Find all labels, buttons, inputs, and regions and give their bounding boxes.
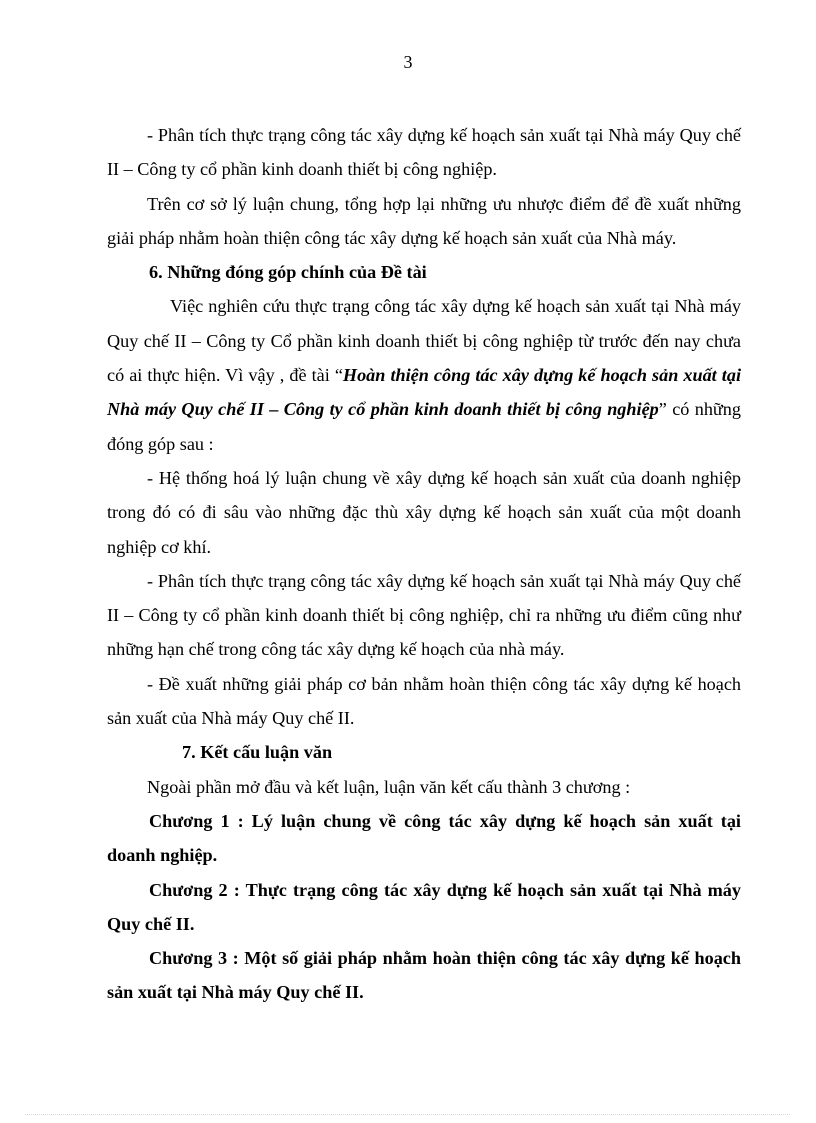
paragraph-contributions-intro (107, 289, 741, 460)
thesis-title: Hoàn thiện công tác xây dựng kế hoạch sản xuất tại Nhà máy Quy chế II – Công ty cổ phần kinh doanh thiết bị công nghiệp (107, 365, 741, 420)
page-bottom-dotted-divider (25, 1114, 790, 1115)
intro-text: Việc nghiên cứu thực trạng công tác xây dựng kế hoạch sản xuất tại Nhà máy Quy chế II – Công ty Cổ phần kinh doanh thiết bị công nghiệp từ trước đến nay chưa có ai thực hiện. Vì vậy , đề tài “ (107, 296, 741, 386)
paragraph-theory-basis: Trên cơ sở lý luận chung, tổng hợp lại những ưu nhược điểm để đề xuất những giải pháp nhằm hoàn thiện công tác xây dựng kế hoạch sản xuất của Nhà máy. (107, 193, 741, 248)
paragraph-structure-intro: Ngoài phần mở đầu và kết luận, luận văn kết cấu thành 3 chương : (147, 776, 631, 797)
chapter-item: Chương 1 : Lý luận chung về công tác xây dựng kế hoạch sản xuất tại doanh nghiệp. (107, 810, 741, 866)
chapter-item: Chương 3 : Một số giải pháp nhằm hoàn thiện công tác xây dựng kế hoạch sản xuất tại Nhà máy Quy chế II. (107, 948, 741, 1003)
section-heading-structure: 7. Kết cấu luận văn (182, 742, 333, 763)
contribution-item: - Đề xuất những giải pháp cơ bản nhằm hoàn thiện công tác xây dựng kế hoạch sản xuất của Nhà máy Quy chế II. (107, 673, 741, 729)
contribution-item: - Hệ thống hoá lý luận chung về xây dựng kế hoạch sản xuất của doanh nghiệp trong đó có đi sâu vào những đặc thù xây dựng kế hoạch sản xuất của một doanh nghiệp cơ khí. (107, 467, 741, 557)
chapter-item: Chương 2 : Thực trạng công tác xây dựng kế hoạch sản xuất tại Nhà máy Quy chế II. (107, 879, 741, 934)
paragraph-analysis: - Phân tích thực trạng công tác xây dựng kế hoạch sản xuất tại Nhà máy Quy chế II – Công ty cổ phần kinh doanh thiết bị công nghiệp. (107, 125, 741, 180)
document-body (107, 118, 741, 1010)
intro-text-after: ” có những đóng góp sau : (107, 399, 741, 454)
section-heading-contributions: 6. Những đóng góp chính của Đề tài (149, 262, 427, 283)
page-number: 3 (403, 52, 413, 72)
contribution-item: - Phân tích thực trạng công tác xây dựng kế hoạch sản xuất tại Nhà máy Quy chế II – Công ty cổ phần kinh doanh thiết bị công nghiệp, chỉ ra những ưu điểm cũng như những hạn chế trong công tác xây dựng kế hoạch của nhà máy. (107, 570, 741, 660)
